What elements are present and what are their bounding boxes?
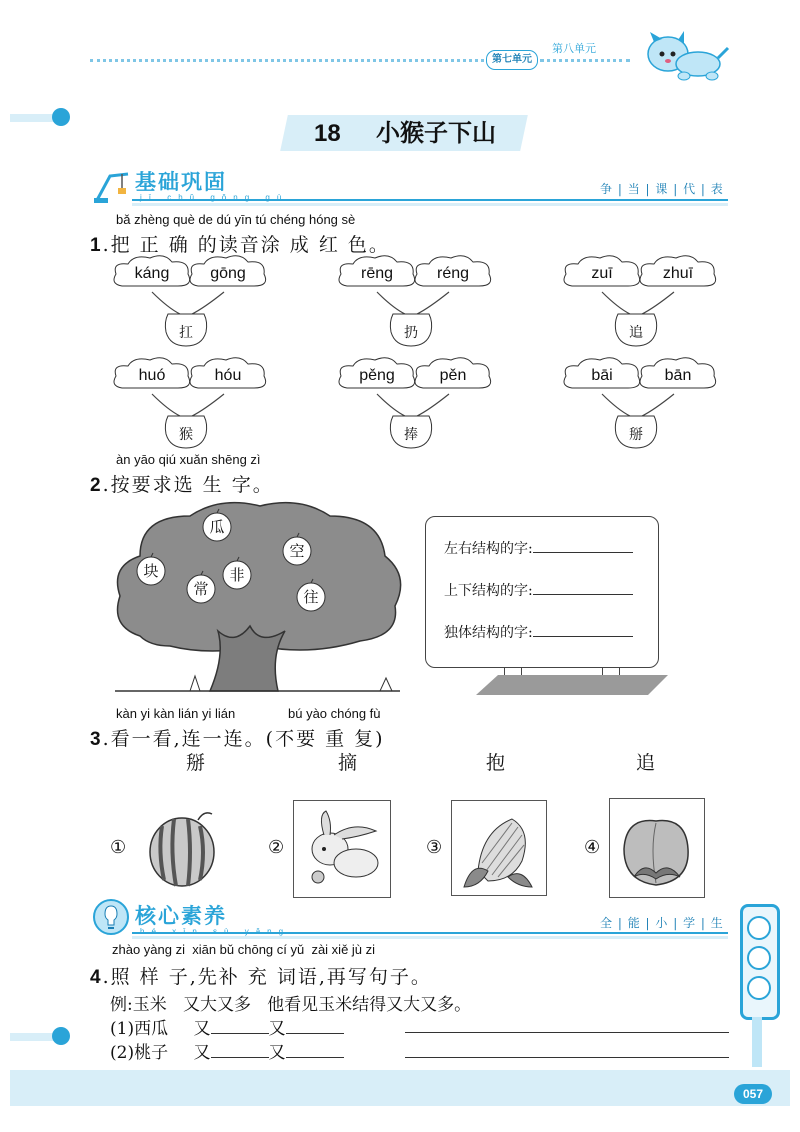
- section2-motto: 全 | 能 | 小 | 学 | 生: [600, 916, 724, 930]
- pinyin-option[interactable]: [110, 254, 194, 294]
- q3-marker: ②: [268, 837, 285, 858]
- pinyin-option[interactable]: [560, 356, 644, 396]
- crane-icon: [92, 168, 132, 204]
- board-shadow: [470, 675, 670, 699]
- q4-number: 4: [90, 967, 103, 988]
- char-vase: [614, 308, 658, 352]
- char-vase: [164, 410, 208, 454]
- motto-char: 代: [683, 182, 697, 196]
- q4-row-a: 又: [193, 1019, 211, 1039]
- motto-char: 能: [627, 916, 641, 930]
- left-decor-dot-top: [52, 108, 70, 126]
- motto-char: 小: [655, 916, 669, 930]
- q4-text: 照 样 子,先补 充 词语,再写句子。: [110, 966, 432, 988]
- vase-char: 扛: [179, 325, 193, 341]
- pinyin-option[interactable]: [636, 356, 720, 396]
- board-row-label: 独体结构的字:: [444, 625, 533, 641]
- q4-row-b: 又: [268, 1019, 286, 1039]
- apple-char-text: 往: [303, 588, 319, 606]
- q2-pinyin: àn yāo qiú xuǎn shēng zì: [116, 452, 261, 467]
- q3-prompt: 3.看一看,连一连。(不要 重 复): [90, 728, 385, 750]
- pinyin-option[interactable]: [335, 356, 419, 396]
- traffic-light-pole: [752, 1017, 762, 1067]
- q4-row: [110, 1038, 344, 1063]
- pinyin-option-text: hóu: [214, 367, 242, 384]
- board-row-label: 左右结构的字:: [444, 541, 533, 557]
- q3-marker: ③: [426, 837, 443, 858]
- page-number: 057: [734, 1084, 772, 1104]
- q4-pinyin: zhào yàng zi xiān bǔ chōng cí yǔ zài xiě jù zi: [112, 942, 376, 957]
- peach-icon: [610, 799, 704, 897]
- motto-char: 当: [627, 182, 641, 196]
- q4-row: [110, 1014, 344, 1039]
- section1-title-pinyin: jī chǔ gǒng gù: [140, 193, 289, 202]
- peach-picture[interactable]: [609, 798, 705, 898]
- q1-item: [108, 252, 268, 348]
- pinyin-option-text: bāi: [591, 367, 613, 384]
- answer-line[interactable]: [286, 1033, 344, 1034]
- traffic-light-lamp: [747, 946, 771, 970]
- pinyin-option-text: bān: [664, 367, 692, 384]
- section2-title: 核心素养: [135, 905, 227, 928]
- apple-char-text: 非: [229, 566, 245, 584]
- pinyin-option-text: pěn: [439, 367, 467, 384]
- board-row: [444, 622, 633, 642]
- answer-line[interactable]: [533, 594, 633, 595]
- unit-current-tab: [486, 50, 538, 70]
- section1-motto: 争 | 当 | 课 | 代 | 表: [600, 182, 724, 196]
- vase-char: 掰: [629, 427, 643, 443]
- apple-char[interactable]: [280, 532, 314, 566]
- char-vase: [614, 410, 658, 454]
- sentence-line[interactable]: [405, 1057, 729, 1058]
- board-row: [444, 538, 633, 558]
- pinyin-option[interactable]: [560, 254, 644, 294]
- section2-underline: [132, 932, 728, 934]
- char-vase: [389, 410, 433, 454]
- pinyin-option[interactable]: [186, 356, 270, 396]
- q1-item: [333, 354, 493, 450]
- answer-line[interactable]: [211, 1057, 269, 1058]
- motto-char: 生: [710, 916, 724, 930]
- section1-underline-light: [132, 203, 728, 206]
- traffic-light-lamp: [747, 976, 771, 1000]
- apple-char[interactable]: [200, 508, 234, 542]
- q3-word[interactable]: 掰: [186, 752, 206, 774]
- apple-tree-illustration: [110, 496, 410, 696]
- motto-char: 学: [683, 916, 697, 930]
- q4-row-b: 又: [268, 1043, 286, 1063]
- q4-example: 例:玉米 又大又多 他看见玉米结得又大又多。: [110, 995, 472, 1015]
- apple-char[interactable]: [134, 552, 168, 586]
- rabbit-picture[interactable]: [293, 800, 391, 898]
- apple-char[interactable]: [220, 556, 254, 590]
- apple-char[interactable]: [184, 570, 218, 604]
- pinyin-option[interactable]: [110, 356, 194, 396]
- motto-char: 全: [600, 916, 614, 930]
- pinyin-option[interactable]: [636, 254, 720, 294]
- apple-char[interactable]: [294, 578, 328, 612]
- header-dotted-line-right: [540, 59, 630, 62]
- board-row-label: 上下结构的字:: [444, 583, 533, 599]
- footer-band: [10, 1070, 790, 1106]
- q3-pinyin-b: bú yào chóng fù: [288, 706, 381, 721]
- pinyin-option-text: káng: [134, 265, 170, 282]
- vase-char: 追: [629, 325, 643, 341]
- q1-item: [333, 252, 493, 348]
- q4-prompt: 4.照 样 子,先补 充 词语,再写句子。: [90, 966, 432, 988]
- q3-word[interactable]: 摘: [338, 752, 358, 774]
- board-row: [444, 580, 633, 600]
- unit-current-label: 第七单元: [492, 54, 532, 65]
- q3-text: 看一看,连一连。(不要 重 复): [110, 728, 385, 750]
- pinyin-option-text: zuī: [591, 265, 613, 282]
- lesson-title: [290, 117, 520, 151]
- pinyin-option-text: gōng: [210, 265, 246, 282]
- unit-next-label: 第八单元: [552, 43, 596, 55]
- q4-row-a: 又: [193, 1043, 211, 1063]
- char-vase: [164, 308, 208, 352]
- q2-prompt: 2.按要求选 生 字。: [90, 474, 274, 496]
- q1-text: 把 正 确 的读音涂 成 红 色。: [110, 234, 390, 256]
- apple-char-text: 空: [289, 542, 305, 560]
- q1-pinyin: bǎ zhèng què de dú yīn tú chéng hóng sè: [116, 212, 356, 227]
- q3-word[interactable]: 抱: [486, 752, 506, 774]
- pinyin-option-text: zhuī: [662, 265, 694, 282]
- q4-row-label: (2)桃子: [110, 1043, 169, 1063]
- q1-item: [558, 354, 718, 450]
- q3-word[interactable]: 追: [636, 752, 656, 774]
- answer-line[interactable]: [533, 552, 633, 553]
- pinyin-option[interactable]: [411, 254, 495, 294]
- section2-underline-light: [132, 936, 728, 939]
- q2-number: 2: [90, 475, 103, 496]
- section2-title-pinyin: hé xīn sù yǎng: [140, 927, 291, 936]
- vase-char: 捧: [404, 427, 418, 443]
- q1-prompt: 1.把 正 确 的读音涂 成 红 色。: [90, 234, 390, 256]
- section1-underline: [132, 199, 728, 201]
- traffic-light-lamp: [747, 916, 771, 940]
- q3-marker: ④: [584, 837, 601, 858]
- pinyin-option-text: huó: [138, 367, 166, 384]
- lesson-name: 小猴子下山: [376, 120, 497, 147]
- q1-item: [108, 354, 268, 450]
- vase-char: 扔: [404, 325, 418, 341]
- vase-char: 猴: [179, 427, 193, 443]
- q4-row-label: (1)西瓜: [110, 1019, 169, 1039]
- lightbulb-icon: [92, 898, 130, 936]
- pinyin-option[interactable]: [186, 254, 270, 294]
- pinyin-option[interactable]: [335, 254, 419, 294]
- pinyin-option[interactable]: [411, 356, 495, 396]
- answer-line[interactable]: [211, 1033, 269, 1034]
- q3-pinyin-a: kàn yi kàn lián yi lián: [116, 706, 236, 721]
- motto-char: 争: [600, 182, 614, 196]
- rabbit-icon: [294, 801, 390, 897]
- header-dotted-line: [90, 59, 490, 62]
- pinyin-option-text: réng: [436, 265, 470, 282]
- q1-item: [558, 252, 718, 348]
- apple-char-text: 块: [143, 562, 159, 580]
- watermelon-icon[interactable]: [138, 800, 230, 894]
- section1-title: 基础巩固: [135, 171, 227, 194]
- left-decor-dot-bottom: [52, 1027, 70, 1045]
- q2-text: 按要求选 生 字。: [110, 474, 274, 496]
- corn-icon: [452, 801, 546, 895]
- answer-line[interactable]: [286, 1057, 344, 1058]
- dog-mascot-icon: [640, 30, 730, 86]
- sentence-line[interactable]: [405, 1032, 729, 1033]
- q3-number: 3: [90, 729, 103, 750]
- pinyin-option-text: pěng: [359, 367, 395, 384]
- motto-char: 表: [710, 182, 724, 196]
- motto-char: 课: [655, 182, 669, 196]
- pinyin-option-text: rēng: [360, 265, 394, 282]
- answer-line[interactable]: [533, 636, 633, 637]
- lesson-number: 18: [313, 120, 341, 147]
- apple-char-text: 瓜: [209, 518, 225, 536]
- char-vase: [389, 308, 433, 352]
- q3-marker: ①: [110, 837, 127, 858]
- apple-char-text: 常: [193, 580, 209, 598]
- corn-picture[interactable]: [451, 800, 547, 896]
- q1-number: 1: [90, 235, 103, 256]
